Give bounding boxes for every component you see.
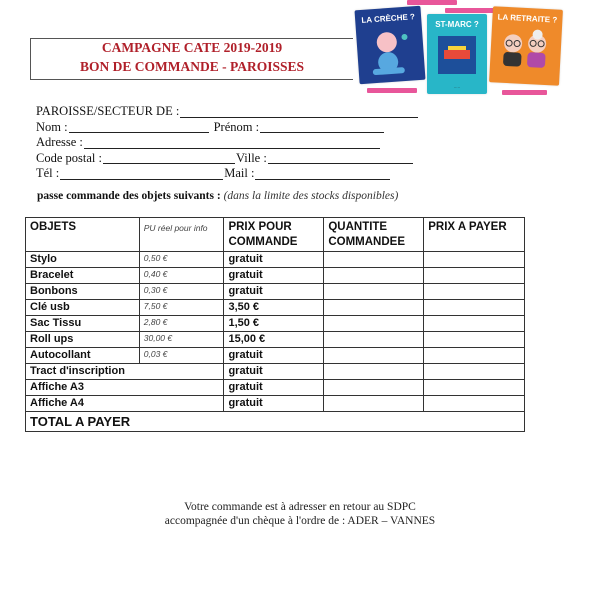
header-prix-payer: PRIX A PAYER <box>424 218 525 252</box>
pu-cell: 2,80 € <box>139 316 224 332</box>
quantite-input[interactable] <box>324 396 424 412</box>
prix-payer-input[interactable] <box>424 284 525 300</box>
table-row <box>26 316 525 332</box>
objet-cell: Affiche A4 <box>26 396 224 412</box>
quantite-input[interactable] <box>324 332 424 348</box>
pu-cell: 0,50 € <box>139 252 224 268</box>
pu-cell: 0,30 € <box>139 284 224 300</box>
baby-illustration <box>356 22 426 86</box>
order-intro <box>37 190 398 202</box>
table-row <box>26 332 525 348</box>
quantite-input[interactable] <box>324 316 424 332</box>
stock-note: (dans la limite des stocks disponibles) <box>223 190 399 202</box>
quantite-input[interactable] <box>324 284 424 300</box>
prix-cell: 3,50 € <box>224 300 324 316</box>
header-prix-commande: PRIX POUR COMMANDE <box>224 218 324 252</box>
nom-field[interactable] <box>69 121 209 133</box>
table-row <box>26 284 525 300</box>
quantite-input[interactable] <box>324 364 424 380</box>
footer-line-2: accompagnée d'un chèque à l'ordre de : ADER – VANNES <box>164 515 436 527</box>
table-row <box>26 348 525 364</box>
prix-cell: gratuit <box>224 396 324 412</box>
ville-label: Ville : <box>235 150 267 165</box>
prix-payer-input[interactable] <box>424 316 525 332</box>
quantite-input[interactable] <box>324 380 424 396</box>
prix-payer-input[interactable] <box>424 268 525 284</box>
objet-cell: Stylo <box>26 252 140 268</box>
poster-st-marc: ST-MARC ? ····· <box>427 14 487 94</box>
poster-creche <box>354 6 425 84</box>
prix-cell: gratuit <box>224 268 324 284</box>
pu-cell: 7,50 € <box>139 300 224 316</box>
paroisse-label: PAROISSE/SECTEUR DE : <box>36 104 180 118</box>
prenom-label: Prénom : <box>213 119 260 134</box>
code-postal-label: Code postal : <box>36 150 102 165</box>
prix-cell: gratuit <box>224 364 324 380</box>
total-label[interactable]: TOTAL A PAYER <box>26 412 525 432</box>
footer-instructions <box>0 500 600 528</box>
table-row <box>26 396 525 412</box>
poster-creche-title: LA CRÈCHE ? <box>361 12 416 25</box>
order-intro-text: passe commande des objets suivants : <box>37 190 221 202</box>
prix-payer-input[interactable] <box>424 332 525 348</box>
grandparents-illustration <box>489 24 562 82</box>
prix-cell: gratuit <box>224 380 324 396</box>
prix-payer-input[interactable] <box>424 300 525 316</box>
prix-cell: 15,00 € <box>224 332 324 348</box>
prix-payer-input[interactable] <box>424 252 525 268</box>
prix-payer-input[interactable] <box>424 348 525 364</box>
objet-cell: Autocollant <box>26 348 140 364</box>
prix-payer-input[interactable] <box>424 364 525 380</box>
objet-cell: Tract d'inscription <box>26 364 224 380</box>
title-box <box>30 38 353 80</box>
objet-cell: Bracelet <box>26 268 140 284</box>
mail-label: Mail : <box>224 166 255 180</box>
pu-cell: 0,40 € <box>139 268 224 284</box>
objet-cell: Clé usb <box>26 300 140 316</box>
adresse-field[interactable] <box>84 137 380 149</box>
pu-cell: 0,03 € <box>139 348 224 364</box>
tel-field[interactable] <box>60 168 223 180</box>
prix-cell: gratuit <box>224 284 324 300</box>
prenom-field[interactable] <box>260 121 384 133</box>
objet-cell: Sac Tissu <box>26 316 140 332</box>
pu-cell: 30,00 € <box>139 332 224 348</box>
campaign-title: CAMPAGNE CATE 2019-2019 <box>101 40 283 55</box>
prix-payer-input[interactable] <box>424 396 525 412</box>
objet-cell: Roll ups <box>26 332 140 348</box>
prix-cell: gratuit <box>224 252 324 268</box>
poster-retraite <box>489 6 563 86</box>
mail-field[interactable] <box>255 168 390 180</box>
ville-field[interactable] <box>268 152 413 164</box>
order-table <box>25 217 525 432</box>
tel-label: Tél : <box>36 166 60 180</box>
paroisse-field[interactable] <box>180 106 418 118</box>
header-objets: OBJETS <box>26 218 140 252</box>
table-row <box>26 380 525 396</box>
contact-form <box>36 104 419 182</box>
nom-label: Nom : <box>36 119 68 134</box>
objet-cell: Affiche A3 <box>26 380 224 396</box>
order-form-title: BON DE COMMANDE - PAROISSES <box>79 59 304 74</box>
poster-retraite-title: LA RETRAITE ? <box>497 12 558 25</box>
table-row <box>26 364 525 380</box>
prix-cell: 1,50 € <box>224 316 324 332</box>
header-pu: PU réel pour info <box>139 218 224 252</box>
quantite-input[interactable] <box>324 252 424 268</box>
prix-cell: gratuit <box>224 348 324 364</box>
game-box-illustration <box>438 36 476 74</box>
poster-st-marc-title: ST-MARC ? <box>435 20 479 29</box>
quantite-input[interactable] <box>324 348 424 364</box>
quantite-input[interactable] <box>324 300 424 316</box>
objet-cell: Bonbons <box>26 284 140 300</box>
table-row <box>26 268 525 284</box>
table-row <box>26 300 525 316</box>
prix-payer-input[interactable] <box>424 380 525 396</box>
table-header-row <box>26 218 525 252</box>
campaign-posters-image <box>357 0 597 100</box>
header-quantite: QUANTITE COMMANDEE <box>324 218 424 252</box>
code-postal-field[interactable] <box>103 152 235 164</box>
quantite-input[interactable] <box>324 268 424 284</box>
adresse-label: Adresse : <box>36 135 83 149</box>
footer-line-1: Votre commande est à adresser en retour au SDPC <box>184 501 416 513</box>
total-row <box>26 412 525 432</box>
table-row <box>26 252 525 268</box>
